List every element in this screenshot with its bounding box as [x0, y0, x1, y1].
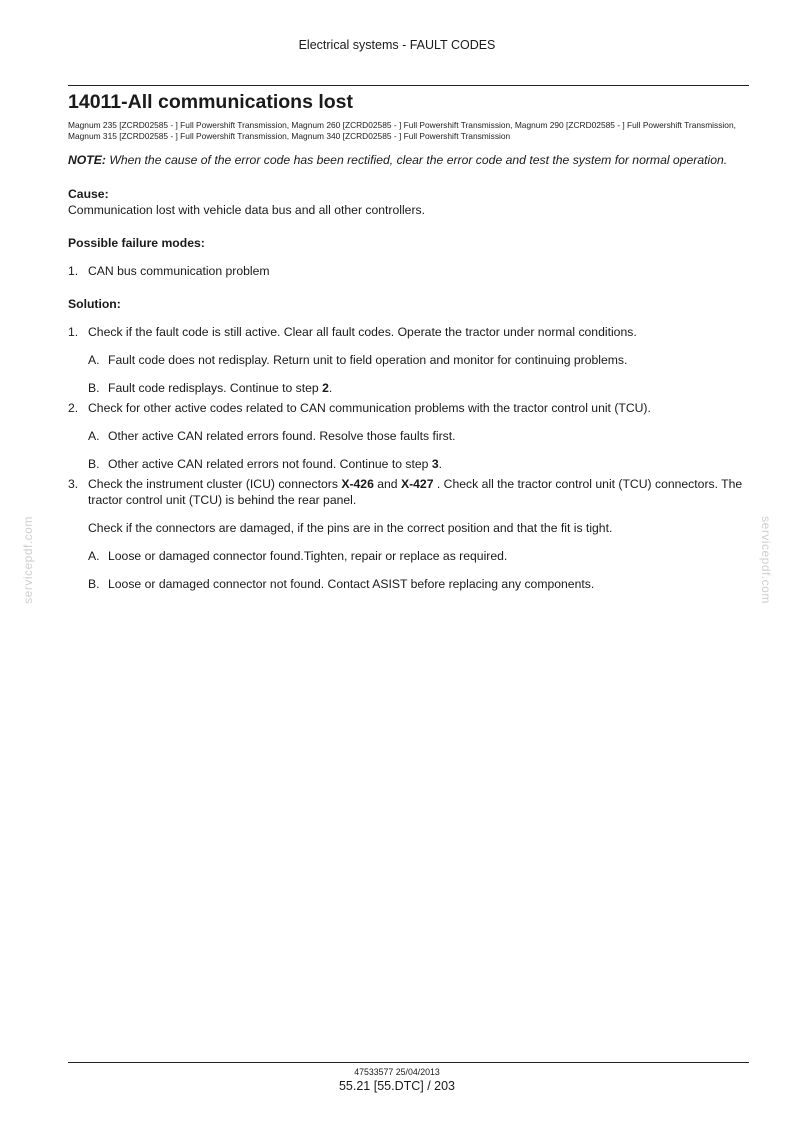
failure-mode-item — [68, 263, 749, 279]
step-2-option-a — [68, 428, 749, 444]
step-text: Check for other active codes related to CAN communication problems with the tractor control unit (TCU). — [88, 400, 651, 415]
option-text: Loose or damaged connector found.Tighten, repair or replace as required. — [108, 548, 508, 563]
cause-heading: Cause: — [68, 186, 109, 201]
step-1-option-a — [68, 352, 749, 368]
step-3-option-b — [68, 576, 749, 592]
option-text: Other active CAN related errors not found. Continue to step — [108, 456, 432, 471]
running-header: Electrical systems - FAULT CODES — [298, 38, 496, 52]
step-3-check-text: Check if the connectors are damaged, if the pins are in the correct position and that the fit is tight. — [88, 520, 613, 535]
option-text-end: . — [328, 380, 333, 395]
option-letter: B. — [88, 380, 100, 395]
solution-heading: Solution: — [68, 296, 121, 311]
option-letter: A. — [88, 548, 100, 563]
watermark-left: servicepdf.com — [21, 516, 35, 604]
connector-ref-x427: X-427 — [400, 476, 434, 491]
note-label: NOTE: — [68, 152, 106, 167]
option-text: Loose or damaged connector not found. Contact ASIST before replacing any components. — [108, 576, 595, 591]
step-1-option-b — [68, 380, 749, 396]
option-letter: A. — [88, 352, 100, 367]
note-paragraph — [68, 152, 749, 168]
option-letter: A. — [88, 428, 100, 443]
failure-modes-heading: Possible failure modes: — [68, 235, 205, 250]
watermark-right: servicepdf.com — [759, 516, 773, 604]
step-number: 2. — [68, 400, 79, 415]
step-text: Check if the fault code is still active. Clear all fault codes. Operate the tractor under normal conditions. — [88, 324, 637, 339]
step-reference: 3 — [431, 456, 439, 471]
step-number: 1. — [68, 324, 79, 339]
applicability-text: Magnum 235 [ZCRD02585 - ] Full Powershift Transmission, Magnum 260 [ZCRD02585 - ] Full Powershift Transmission, Magnum 290 [ZCRD02585 - ] Full Powershift Transmission, Magnum 315 [ZCRD02585 - ] Full Powershift Transmission, Magnum 340 [ZCRD02585 - ] Full Powershift Transmission — [68, 120, 736, 142]
note-text: When the cause of the error code has been rectified, clear the error code and test the system for normal operation. — [109, 152, 728, 167]
step-number: 3. — [68, 476, 79, 491]
failure-mode-number: 1. — [68, 263, 79, 278]
option-text: Other active CAN related errors found. Resolve those faults first. — [108, 428, 456, 443]
solution-step-3 — [68, 476, 749, 508]
option-text-end: . — [438, 456, 442, 471]
connector-ref-x426: X-426 — [341, 476, 374, 491]
step-2-option-b — [68, 456, 749, 472]
option-letter: B. — [88, 576, 100, 591]
solution-step-1 — [68, 324, 749, 340]
step-reference: 2 — [322, 380, 329, 395]
solution-step-2 — [68, 400, 749, 416]
page-title: 14011-All communications lost — [68, 91, 354, 113]
option-text: Fault code does not redisplay. Return unit to field operation and monitor for continuing problems. — [108, 352, 628, 367]
option-letter: B. — [88, 456, 100, 471]
cause-text: Communication lost with vehicle data bus and all other controllers. — [68, 202, 426, 217]
option-text: Fault code redisplays. Continue to step — [108, 380, 323, 395]
step-text-end: . Check all the tractor control unit (TCU) connectors. The tractor control unit (TCU) is behind the rear panel. — [88, 476, 743, 507]
document-body — [68, 89, 749, 592]
footer-divider — [68, 1062, 749, 1063]
footer-doc-code: 47533577 25/04/2013 — [354, 1067, 440, 1077]
failure-mode-text: CAN bus communication problem — [88, 263, 270, 278]
footer-page-number: 55.21 [55.DTC] / 203 — [338, 1079, 456, 1093]
step-text-join: and — [373, 476, 401, 491]
step-text: Check the instrument cluster (ICU) connectors — [88, 476, 342, 491]
header-divider — [68, 85, 749, 86]
step-3-option-a — [68, 548, 749, 564]
